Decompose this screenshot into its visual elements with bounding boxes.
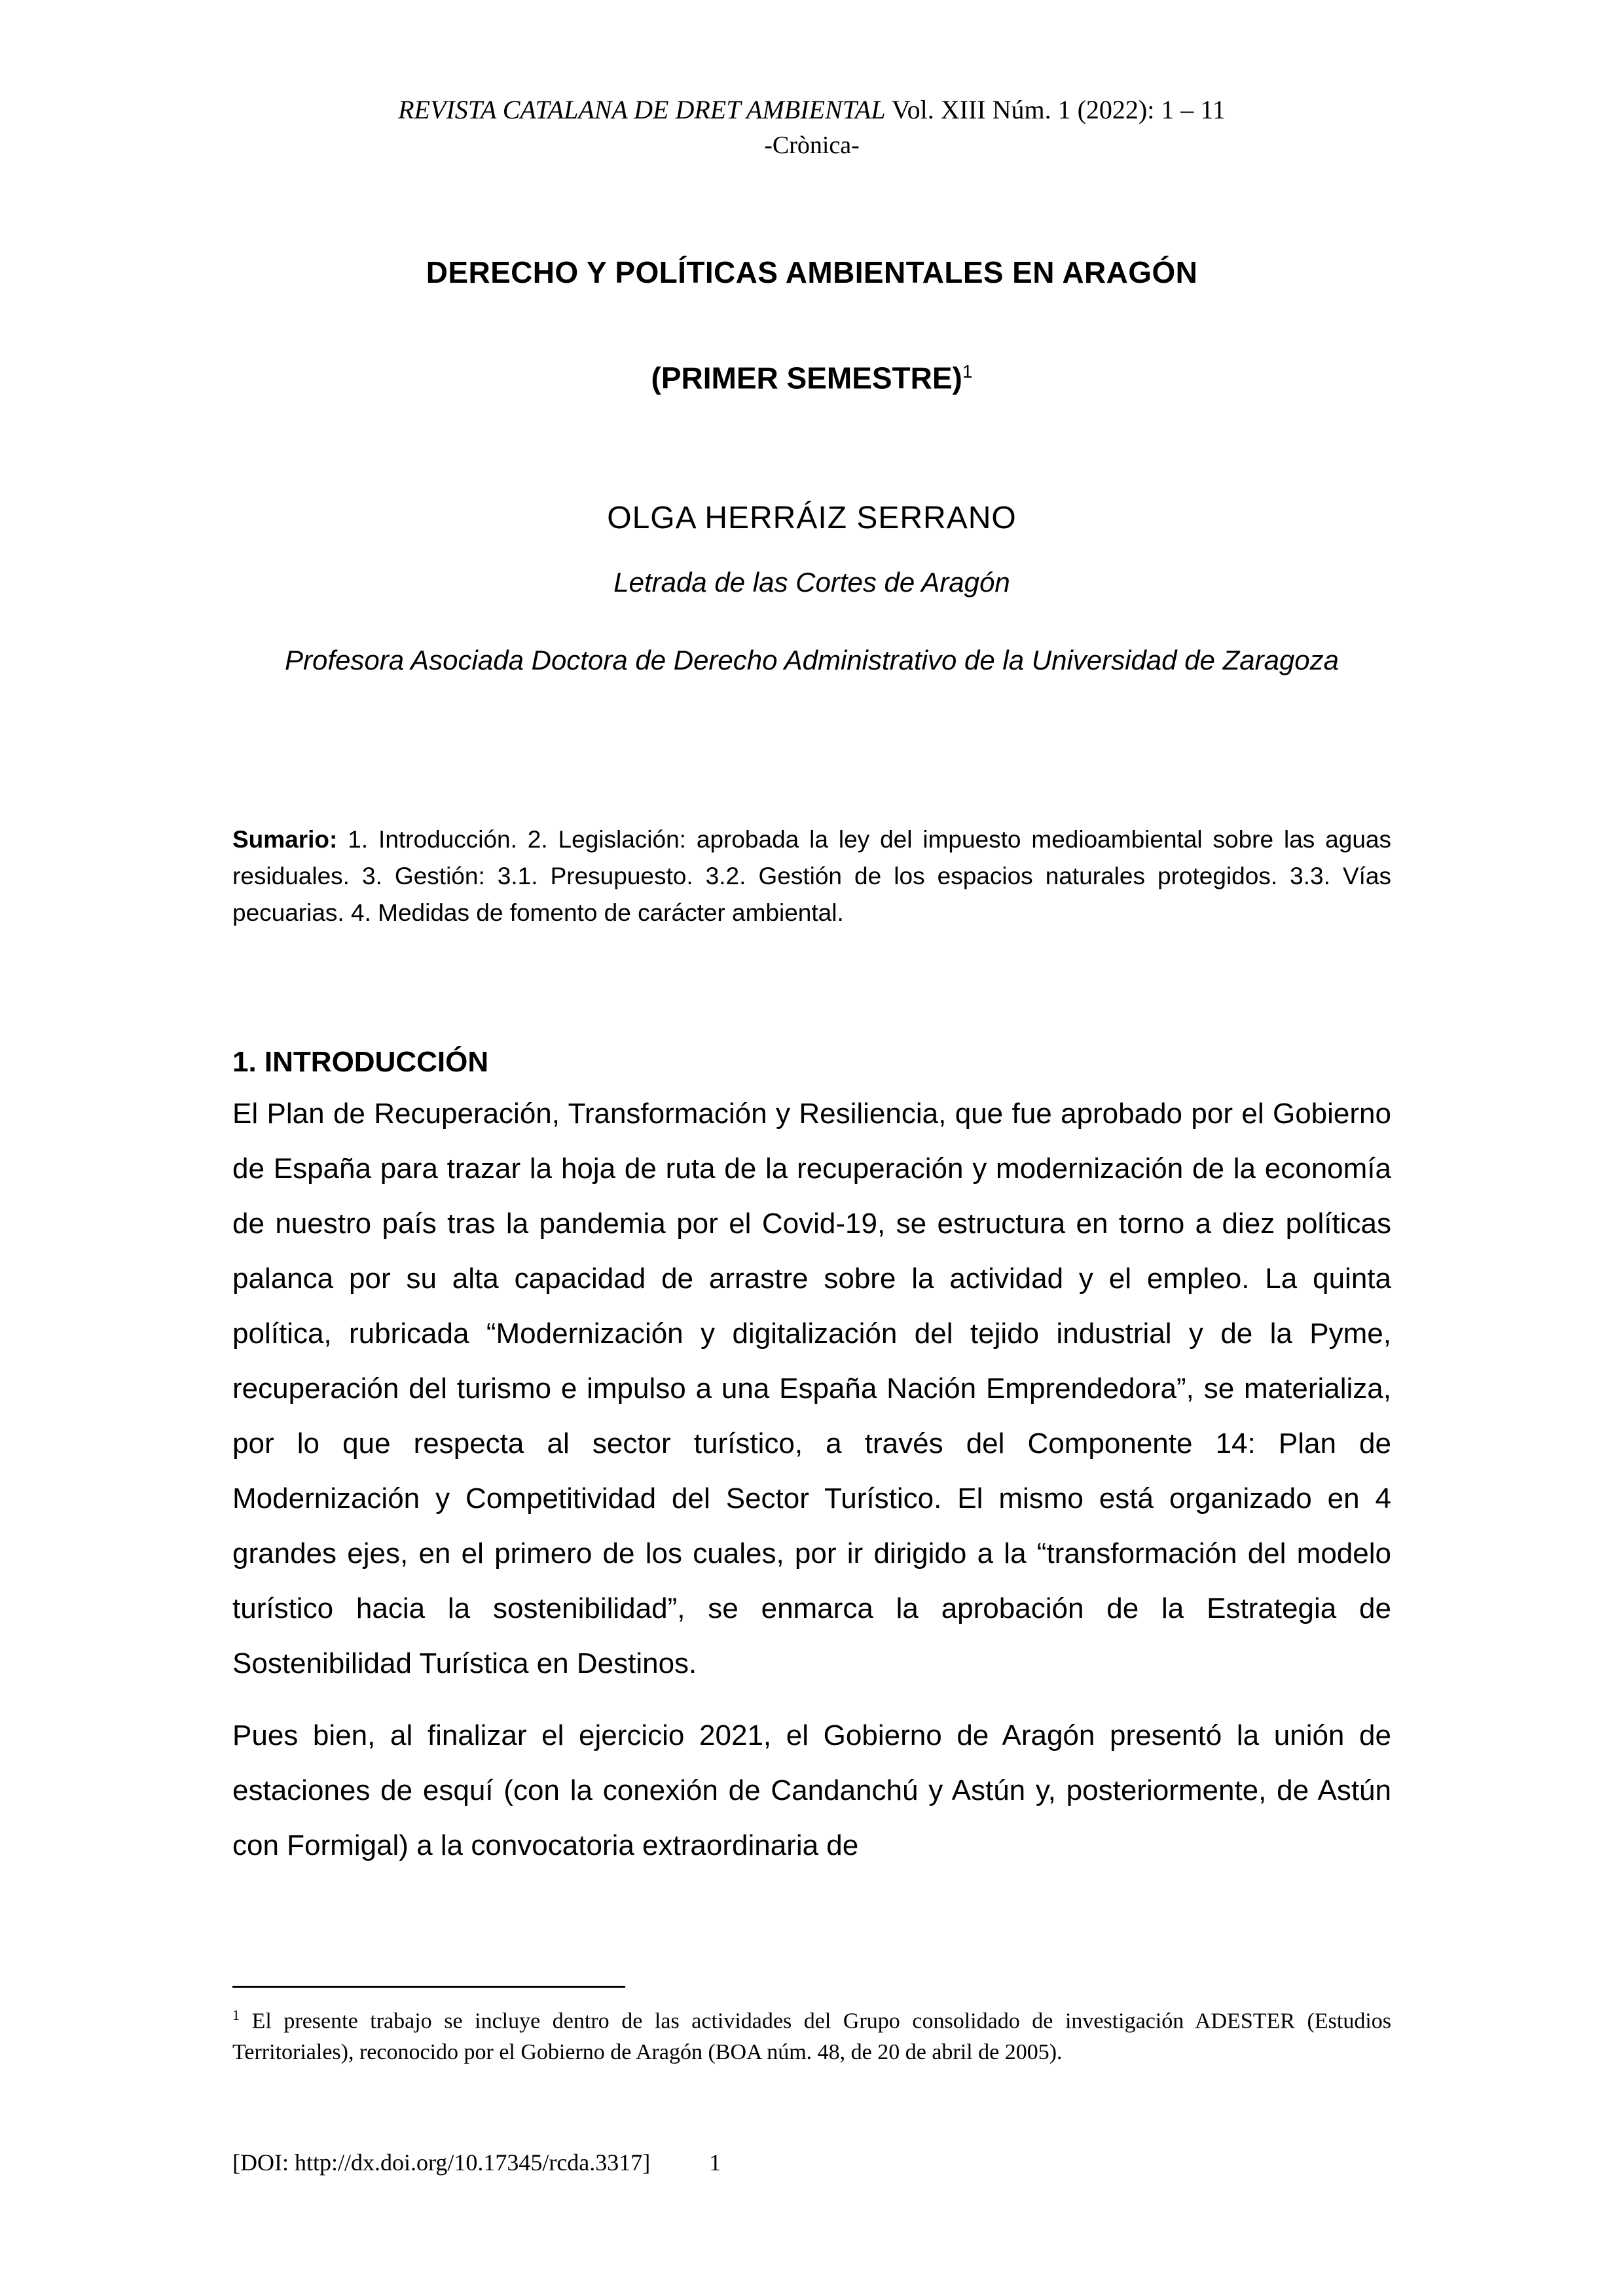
doi-link[interactable]: [DOI: http://dx.doi.org/10.17345/rcda.3317] <box>232 2149 651 2176</box>
abstract-text: 1. Introducción. 2. Legislación: aprobada la ley del impuesto medioambiental sobre las aguas residuales. 3. Gestión: 3.1. Presupuesto. 3.2. Gestión de los espacios naturales protegidos. 3.3. Vías pecuarias. 4. Medidas de fomento de carácter ambiental. <box>232 826 1391 926</box>
footnote-number: 1 <box>232 2007 240 2023</box>
title-footnote-marker: 1 <box>962 361 973 382</box>
abstract-label: Sumario: <box>232 826 338 853</box>
running-head <box>232 92 1391 128</box>
section-label: -Crònica- <box>764 132 860 159</box>
journal-title: REVISTA CATALANA DE DRET AMBIENTAL <box>398 95 886 124</box>
abstract-summary <box>232 821 1391 931</box>
section-heading-introduccion: 1. INTRODUCCIÓN <box>232 1046 489 1078</box>
page-number: 1 <box>709 2149 721 2176</box>
body-paragraph: El Plan de Recuperación, Transformación y Resiliencia, que fue aprobado por el Gobierno de España para trazar la hoja de ruta de la recuperación y modernización de la economía de nuestro país tras la pandemia por el Covid-19, se estructura en torno a diez políticas palanca por su alta capacidad de arrastre sobre la actividad y el empleo. La quinta política, rubricada “Modernización y digitalización del tejido industrial y de la Pyme, recuperación del turismo e impulso a una España Nación Emprendedora”, se materializa, por lo que respecta al sector turístico, a través del Componente 14: Plan de Modernización y Competitividad del Sector Turístico. El mismo está organizado en 4 grandes ejes, en el primero de los cuales, por ir dirigido a la “transformación del modelo turístico hacia la sostenibilidad”, se enmarca la aprobación de la Estrategia de Sostenibilidad Turística en Destinos. <box>232 1098 1391 1679</box>
author-role: Letrada de las Cortes de Aragón <box>613 567 1010 598</box>
body-paragraph: Pues bien, al finalizar el ejercicio 2021, el Gobierno de Aragón presentó la unión de estaciones de esquí (con la conexión de Candanchú y Astún y, posteriormente, de Astún con Formigal) a la convocatoria extraordinaria de <box>232 1719 1391 1861</box>
footnote <box>232 2000 1391 2068</box>
body-column <box>232 1086 1391 1873</box>
page-title: DERECHO Y POLÍTICAS AMBIENTALES EN ARAGÓN <box>426 255 1198 289</box>
issue-info: Vol. XIII Núm. 1 (2022): 1 – 11 <box>885 95 1226 124</box>
footnote-separator <box>232 1986 625 1988</box>
author-name: OLGA HERRÁIZ SERRANO <box>607 501 1017 535</box>
footnote-text: El presente trabajo se incluye dentro de las actividades del Grupo consolidado de investigación ADESTER (Estudios Territoriales), reconocido por el Gobierno de Aragón (BOA núm. 48, de 20 de abril de 2005). <box>232 2009 1391 2065</box>
page-subtitle-text: (PRIMER SEMESTRE) <box>651 361 962 395</box>
author-affiliation: Profesora Asociada Doctora de Derecho Administrativo de la Universidad de Zaragoza <box>284 645 1340 675</box>
page-subtitle <box>232 352 1391 397</box>
page-footer <box>232 2147 1391 2178</box>
